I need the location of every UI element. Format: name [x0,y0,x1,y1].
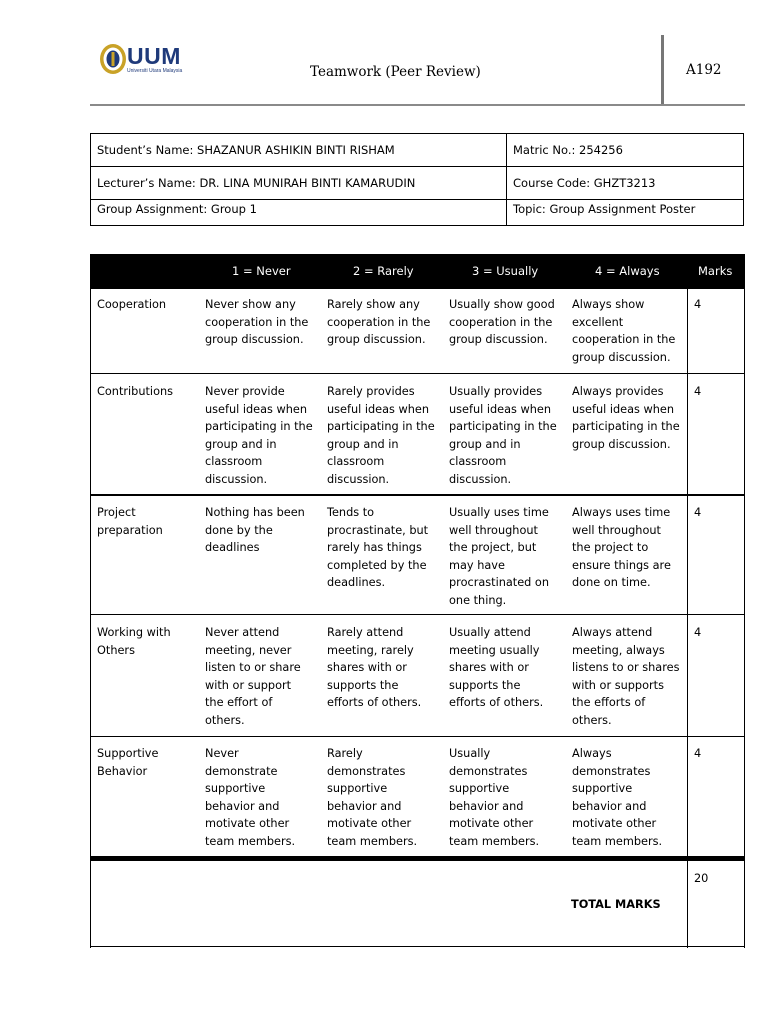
total-marks-label: TOTAL MARKS [571,898,661,911]
row-divider [90,736,745,737]
contributions-usually: Usually provides useful ideas when participating in the group and in classroom discussion. [449,385,557,486]
course-code: Course Code: GHZT3213 [513,176,656,190]
total-row-divider [90,856,745,861]
supportive-never: Never demonstrate supportive behavior and motivate other team members. [205,747,296,848]
row-divider [90,373,745,374]
assignment-topic: Topic: Group Assignment Poster [513,202,696,216]
working-usually: Usually attend meeting usually shares with or supports the efforts of others. [449,626,544,709]
criterion-supportive-behavior: Supportive Behavior [97,747,159,778]
rubric-table [90,254,745,948]
criterion-working-with-others: Working with Others [97,626,171,657]
logo-subtext: Universiti Utara Malaysia [127,68,183,74]
working-always: Always attend meeting, always listens to or shares with or supports the efforts of others. [572,626,680,727]
contributions-never: Never provide useful ideas when participating in the group and in classroom discussion. [205,385,313,486]
working-rarely: Rarely attend meeting, rarely shares with or supports the efforts of others. [327,626,422,709]
document-title: Teamwork (Peer Review) [310,64,481,80]
preparation-usually: Usually uses time well throughout the project, but may have procrastinated on one thing. [449,506,550,607]
rubric-border-right [744,289,745,948]
logo-wordmark: UUM [127,43,181,69]
rubric-border-bottom [90,946,745,947]
rubric-border-left [90,289,91,948]
criterion-cooperation: Cooperation [97,298,167,311]
header-usually: 3 = Usually [472,264,539,278]
supportive-always: Always demonstrates supportive behavior and motivate other team members. [572,747,663,848]
info-column-divider [506,134,507,225]
marks-column-divider [687,289,688,948]
uum-logo [99,42,189,82]
cooperation-rarely: Rarely show any cooperation in the group discussion. [327,298,431,346]
student-name: Student’s Name: SHAZANUR ASHIKIN BINTI RISHAM [97,143,395,157]
student-info-table [90,133,744,226]
info-row-divider [91,166,743,167]
header-divider-horizontal [90,104,745,106]
cooperation-usually: Usually show good cooperation in the group discussion. [449,298,555,346]
row-divider [90,614,745,615]
group-assignment: Group Assignment: Group 1 [97,202,257,216]
working-marks: 4 [694,626,702,639]
matric-number: Matric No.: 254256 [513,143,623,157]
header-never: 1 = Never [232,264,291,278]
working-never: Never attend meeting, never listen to or share with or support the effort of others. [205,626,301,727]
criterion-contributions: Contributions [97,385,174,398]
preparation-never: Nothing has been done by the deadlines [205,506,305,554]
header-rarely: 2 = Rarely [353,264,414,278]
document-code: A192 [686,62,722,78]
preparation-always: Always uses time well throughout the project to ensure things are done on time. [572,506,671,589]
supportive-usually: Usually demonstrates supportive behavior and motivate other team members. [449,747,540,848]
supportive-marks: 4 [694,747,702,760]
university-seal-icon [99,42,129,76]
cooperation-marks: 4 [694,298,702,311]
preparation-marks: 4 [694,506,702,519]
header-marks: Marks [698,264,733,278]
contributions-always: Always provides useful ideas when participating in the group discussion. [572,385,680,451]
lecturer-name: Lecturer’s Name: DR. LINA MUNIRAH BINTI KAMARUDIN [97,176,416,190]
contributions-rarely: Rarely provides useful ideas when participating in the group and in classroom discussion. [327,385,435,486]
contributions-marks: 4 [694,385,702,398]
header-always: 4 = Always [595,264,660,278]
preparation-rarely: Tends to procrastinate, but rarely has things completed by the deadlines. [327,506,429,589]
criterion-project-preparation: Project preparation [97,506,163,537]
header-divider-vertical [661,35,664,106]
cooperation-never: Never show any cooperation in the group discussion. [205,298,309,346]
supportive-rarely: Rarely demonstrates supportive behavior and motivate other team members. [327,747,418,848]
total-marks-value: 20 [694,872,709,885]
info-row-divider [91,199,743,200]
row-divider [90,494,745,496]
cooperation-always: Always show excellent cooperation in the group discussion. [572,298,676,364]
